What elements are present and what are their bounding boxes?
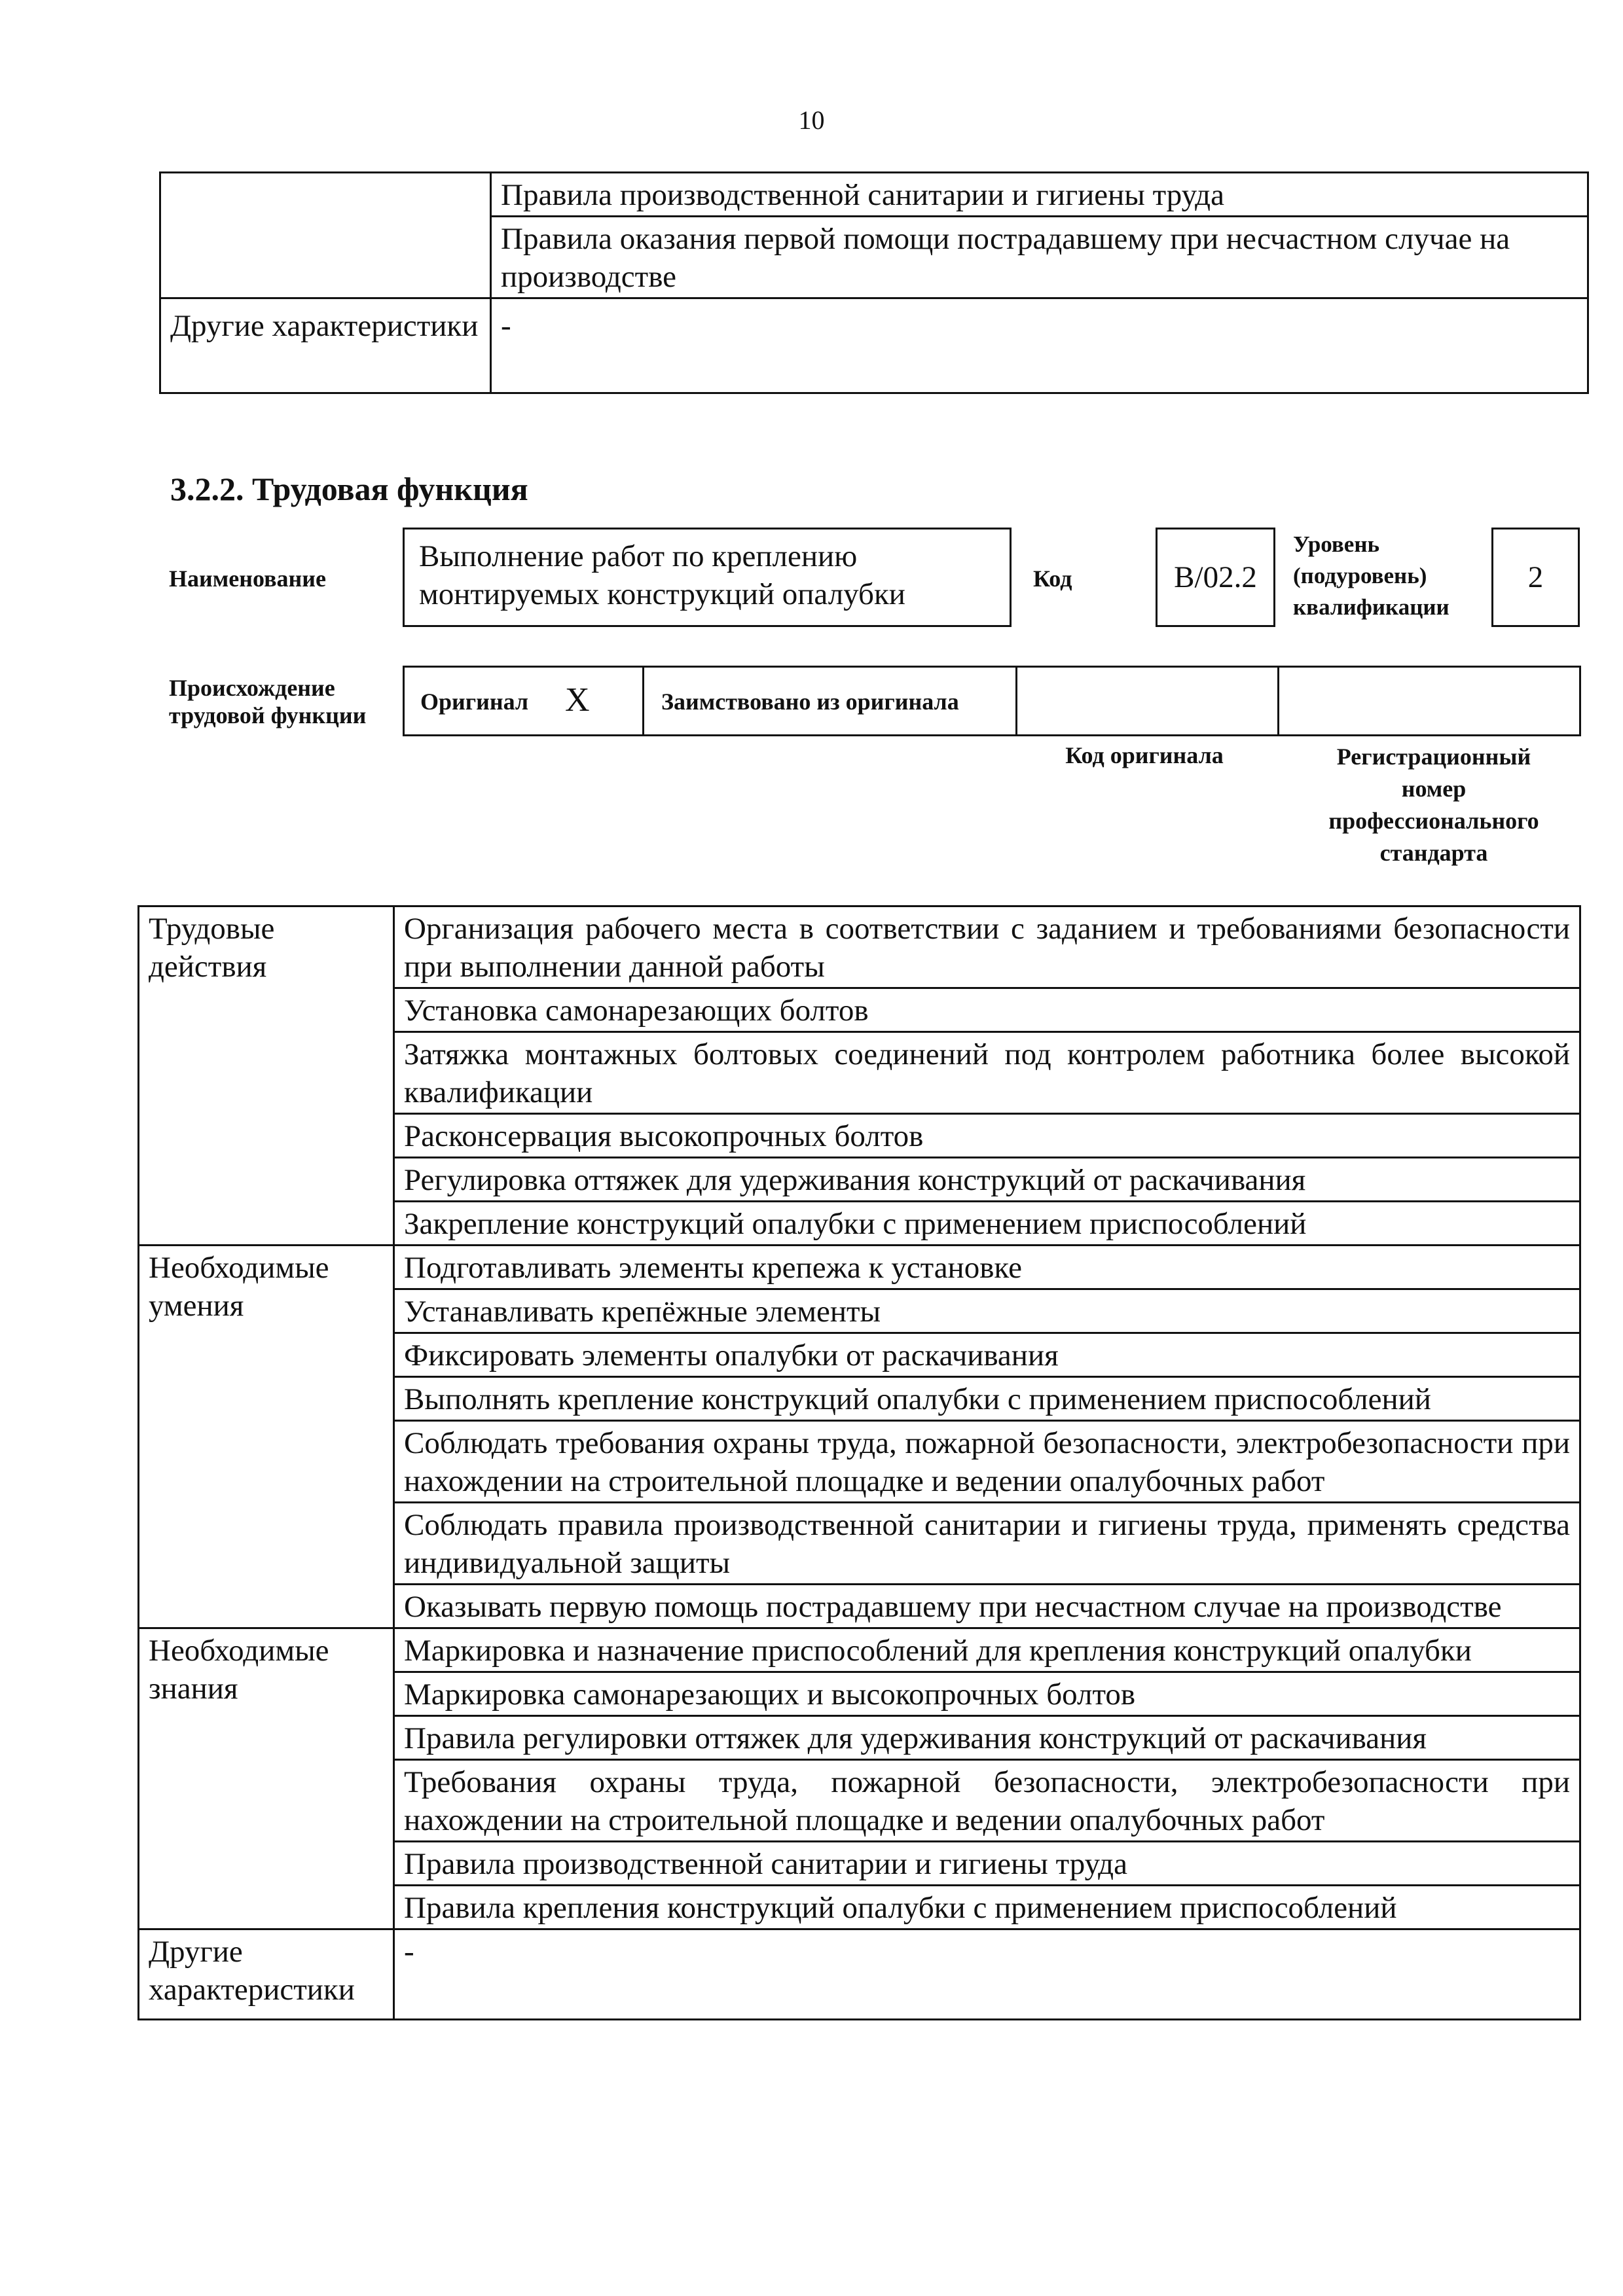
group-label: Другие характеристики (139, 1929, 394, 2020)
list-item: Расконсервация высокопрочных болтов (394, 1114, 1580, 1158)
list-item: Затяжка монтажных болтовых соединений под контролем работника более высокой квалификации (394, 1032, 1580, 1114)
name-value: Выполнение работ по креплению монтируемых конструкций опалубки (403, 528, 1012, 627)
section-title: 3.2.2. Трудовая функция (170, 471, 528, 507)
list-item: Выполнять крепление конструкций опалубки с применением приспособлений (394, 1377, 1580, 1421)
main-table (137, 905, 1581, 2020)
table-row (139, 906, 1580, 988)
list-item: Регулировка оттяжек для удерживания конструкций от раскачивания (394, 1158, 1580, 1202)
list-item: Соблюдать требования охраны труда, пожарной безопасности, электробезопасности при нахождении на строительной площадке и ведении опалубочных работ (394, 1421, 1580, 1503)
row-label: Другие характеристики (160, 298, 491, 393)
level-label: Уровень (подуровень) квалификации (1293, 531, 1450, 620)
list-item: Устанавливать крепёжные элементы (394, 1289, 1580, 1333)
list-item: Оказывать первую помощь пострадавшему при несчастном случае на производстве (394, 1585, 1580, 1628)
list-item: Закрепление конструкций опалубки с применением приспособлений (394, 1202, 1580, 1246)
code-label: Код (1033, 565, 1072, 592)
list-item: Правила крепления конструкций опалубки с применением приспособлений (394, 1886, 1580, 1929)
list-item: Установка самонарезающих болтов (394, 988, 1580, 1032)
page-number: 10 (798, 105, 825, 135)
list-item: Маркировка самонарезающих и высокопрочных болтов (394, 1672, 1580, 1716)
divider (1277, 668, 1279, 734)
code-value: В/02.2 (1156, 528, 1275, 627)
list-item: - (394, 1929, 1580, 2020)
divider (1015, 668, 1017, 734)
group-label: Необходимые умения (139, 1246, 394, 1628)
list-item: Организация рабочего места в соответствии с заданием и требованиями безопасности при выполнении данной работы (394, 906, 1580, 988)
origin-box (403, 666, 1581, 736)
reg-number-caption: Регистрационный номер профессионального стандарта (1328, 744, 1539, 866)
name-label: Наименование (169, 565, 326, 592)
original-label: Оригинал (420, 689, 529, 715)
row-text: Правила производственной санитарии и гигиены труда (491, 173, 1588, 217)
table-row (160, 173, 1588, 217)
group-label: Трудовые действия (139, 906, 394, 1246)
list-item: Требования охраны труда, пожарной безопасности, электробезопасности при нахождении на строительной площадке и ведении опалубочных работ (394, 1760, 1580, 1842)
list-item: Правила регулировки оттяжек для удерживания конструкций от раскачивания (394, 1716, 1580, 1760)
list-item: Фиксировать элементы опалубки от раскачивания (394, 1333, 1580, 1377)
list-item: Маркировка и назначение приспособлений для крепления конструкций опалубки (394, 1628, 1580, 1672)
row-label (160, 173, 491, 298)
table-row (160, 298, 1588, 393)
table-row (139, 1246, 1580, 1289)
origin-original-cell (405, 668, 644, 734)
list-item: Соблюдать правила производственной санитарии и гигиены труда, применять средства индивидуальной защиты (394, 1503, 1580, 1585)
group-label: Необходимые знания (139, 1628, 394, 1929)
borrowed-label: Заимствовано из оригинала (661, 689, 959, 715)
list-item: Правила производственной санитарии и гигиены труда (394, 1842, 1580, 1886)
row-text: Правила оказания первой помощи пострадавшему при несчастном случае на производстве (491, 217, 1588, 298)
list-item: Подготавливать элементы крепежа к установке (394, 1246, 1580, 1289)
origin-label: Происхождение трудовой функции (169, 675, 367, 728)
original-mark: X (565, 681, 590, 719)
continuation-table (159, 171, 1589, 394)
level-value: 2 (1491, 528, 1580, 627)
table-row (139, 1628, 1580, 1672)
row-text: - (491, 298, 1588, 393)
table-row (139, 1929, 1580, 2020)
code-original-caption: Код оригинала (1065, 742, 1224, 768)
